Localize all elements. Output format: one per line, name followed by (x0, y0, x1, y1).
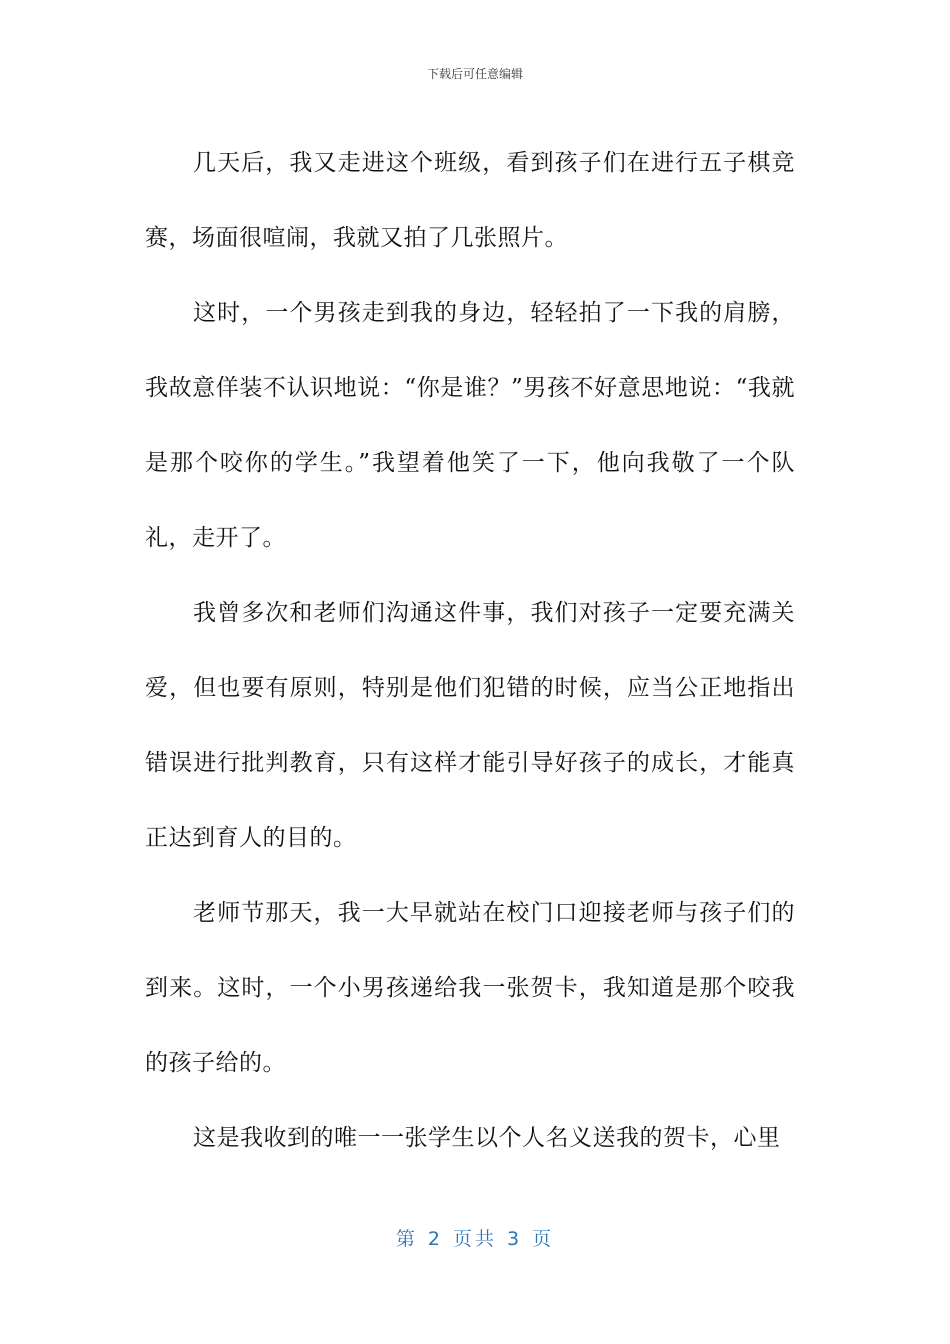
paragraph: 几天后，我又走进这个班级，看到孩子们在进行五子棋竞赛，场面很喧闹，我就又拍了几张照片。 (145, 150, 795, 251)
footer-suffix: 页 (532, 1228, 555, 1250)
paragraph: 我曾多次和老师们沟通这件事，我们对孩子一定要充满关爱，但也要有原则，特别是他们犯错的时候，应当公正地指出错误进行批判教育，只有这样才能引导好孩子的成长，才能真正达到育人的目的。 (145, 600, 795, 851)
header-note: 下载后可任意编辑 (426, 67, 523, 81)
paragraph: 这时，一个男孩走到我的身边，轻轻拍了一下我的肩膀，我故意佯装不认识地说：“你是谁？”男孩不好意思地说：“我就是那个咬你的学生。”我望着他笑了一下，他向我敬了一个队礼，走开了。 (145, 300, 795, 551)
footer-middle: 页共 (452, 1228, 497, 1250)
page-number-footer (0, 1226, 950, 1252)
total-page-number: 3 (507, 1228, 523, 1250)
paragraph: 老师节那天，我一大早就站在校门口迎接老师与孩子们的到来。这时，一个小男孩递给我一张贺卡，我知道是那个咬我的孩子给的。 (145, 900, 795, 1076)
paragraph: 这是我收到的唯一一张学生以个人名义送我的贺卡，心里 (193, 1125, 781, 1151)
footer-prefix: 第 (395, 1228, 418, 1250)
body-text (145, 126, 795, 1176)
current-page-number: 2 (427, 1228, 443, 1250)
